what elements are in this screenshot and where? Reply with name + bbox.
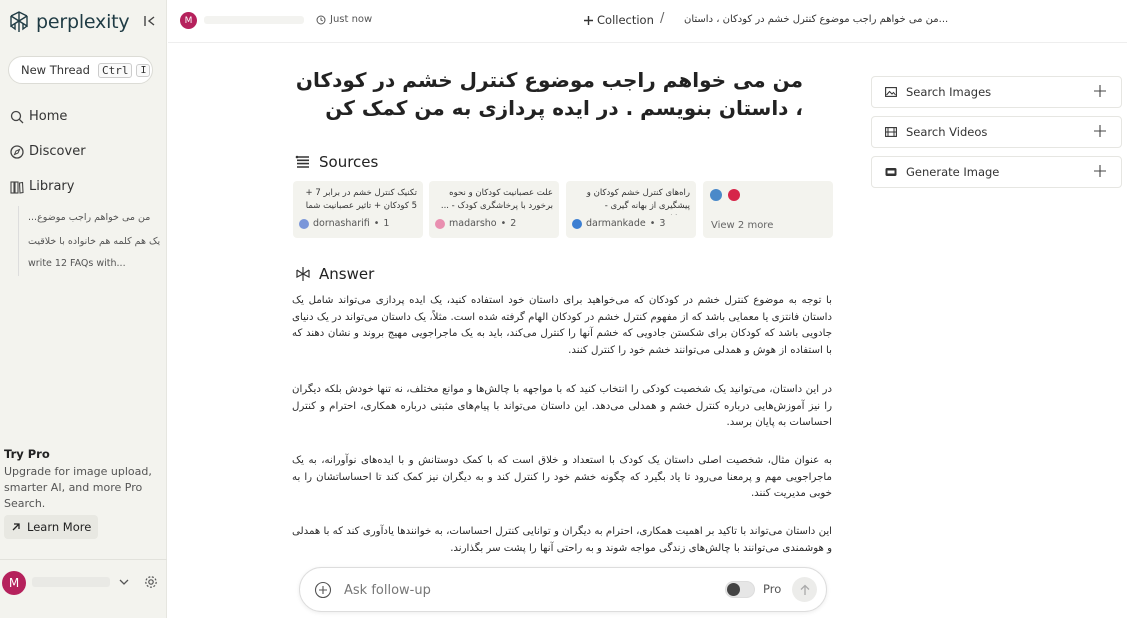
new-thread-button[interactable] — [8, 56, 153, 84]
source-index: 2 — [510, 218, 517, 229]
timestamp — [316, 14, 372, 25]
source-dot: • — [500, 218, 507, 229]
chevron-down-icon[interactable] — [118, 576, 130, 588]
source-card[interactable] — [566, 181, 696, 238]
username-redacted — [32, 577, 110, 587]
toggle-knob — [727, 583, 740, 596]
source-meta — [299, 218, 389, 229]
generate-image-label: Generate Image — [906, 165, 1000, 179]
arrow-up-icon — [799, 584, 811, 596]
thread-header — [168, 0, 1127, 43]
source-card[interactable] — [429, 181, 559, 238]
shortcut-key-ctrl: Ctrl — [98, 63, 133, 78]
pro-label: Pro — [763, 582, 782, 596]
library-thread-item[interactable]: یک هم کلمه هم خانواده با خلاقیت — [28, 236, 161, 247]
view-more-label: View 2 more — [711, 220, 774, 231]
followup-input[interactable] — [344, 580, 644, 600]
source-domain: dornasharifi — [313, 218, 370, 229]
sidebar-item-library[interactable] — [10, 179, 74, 194]
image-icon — [885, 86, 897, 98]
sidebar-item-label: Library — [29, 179, 75, 194]
source-card[interactable] — [293, 181, 423, 238]
search-icon — [10, 110, 24, 124]
library-icon — [10, 180, 24, 194]
add-to-collection-button[interactable] — [583, 13, 654, 27]
source-index: 3 — [659, 218, 666, 229]
logo[interactable] — [8, 10, 129, 34]
breadcrumb-separator: / — [660, 11, 665, 26]
perplexity-logo-icon — [295, 266, 311, 282]
collection-label: Collection — [597, 13, 654, 27]
collapse-sidebar-icon[interactable] — [143, 14, 157, 28]
search-videos-label: Search Videos — [906, 125, 988, 139]
gear-icon[interactable] — [144, 575, 158, 589]
site-favicon-icon — [572, 219, 582, 229]
source-index: 1 — [383, 218, 390, 229]
sources-heading — [295, 153, 378, 171]
attach-plus-icon[interactable] — [314, 581, 332, 599]
source-dot: • — [649, 218, 656, 229]
site-favicon-icon — [299, 219, 309, 229]
arrow-up-right-icon — [11, 522, 21, 532]
sources-list-icon — [295, 154, 311, 170]
sidebar-item-label: Discover — [29, 144, 86, 159]
shortcut-key-i: I — [136, 64, 150, 77]
answer-heading — [295, 265, 374, 283]
sources-heading-text: Sources — [319, 153, 379, 171]
source-meta — [572, 218, 665, 229]
sidebar-divider — [0, 559, 167, 560]
source-meta — [435, 218, 516, 229]
try-pro-title: Try Pro — [4, 447, 50, 461]
library-thread-item[interactable]: ...من می خواهم راجب موضوع — [28, 212, 151, 223]
plus-icon — [1093, 164, 1107, 178]
sidebar — [0, 0, 167, 618]
pro-toggle[interactable] — [725, 581, 755, 598]
search-images-button[interactable] — [871, 76, 1122, 108]
source-title: تکنیک کنترل خشم در برابر 7 + 5 کودکان + تاثیر عصبانیت شما — [305, 188, 417, 211]
perplexity-logo-icon — [8, 10, 30, 34]
source-title: علت عصبانیت کودکان و نحوه برخورد با پرخاشگری کودک - ... — [440, 188, 553, 211]
search-videos-button[interactable] — [871, 116, 1122, 148]
answer-paragraph: این داستان می‌تواند با تاکید بر اهمیت همکاری، احترام به دیگران و توانایی کنترل احساسات، به خوانندها یادآوری کند که با همدلی و هوشمندی می‌توانند با چالش‌های زندگی مواجه شوند و به راحتی آنها را پشت سر بگذارند. — [292, 526, 832, 554]
question-title: من می خواهم راجب موضوع کنترل خشم در کودکان ، داستان بنویسم . در ایده پردازی به من کمک کن — [295, 68, 803, 120]
sidebar-item-home[interactable] — [10, 109, 67, 124]
learn-more-button[interactable] — [4, 515, 98, 539]
pro-badge-icon — [885, 166, 897, 178]
answer-paragraph: با توجه به موضوع کنترل خشم در کودکان که می‌خواهید برای داستان خود استفاده کنید، یک ایده پردازی می‌تواند شامل یک داستان فانتزی یا معمایی باشد که از مفهوم کنترل خشم در کودکان الهام گرفته شده است. مثلاً، یک داستان می‌تواند در یک دنیای جادویی باشد که کودکان برای شکستن جادویی که خشم آنها را کنترل می‌کند، باید به یک ماجراجویی مهیج بروند و نشان دهند که با استفاده از هوش و همدلی می‌توانند خشم خود را کنترل کنند. — [292, 295, 832, 356]
plus-icon — [1093, 124, 1107, 138]
answer-paragraph: در این داستان، می‌توانید یک شخصیت کودکی را انتخاب کنید که با مواجهه با چالش‌ها و موانع مختلف، نه تنها خودش بلکه دیگران را نیز آموزش‌هایی درباره کنترل خشم و همدلی می‌دهد. این داستان می‌تواند با پیام‌های مثبتی درباره همکاری، احترام و کنترل احساسات به پایان برسد. — [292, 384, 832, 428]
answer-heading-text: Answer — [319, 265, 375, 283]
new-thread-label: New Thread — [21, 63, 90, 77]
learn-more-label: Learn More — [27, 520, 92, 534]
avatar[interactable]: M — [2, 571, 26, 595]
thread-title: ...من می خواهم راجب موضوع کنترل خشم در کودکان ، داستان — [684, 14, 949, 25]
sidebar-item-discover[interactable] — [10, 144, 86, 159]
view-more-sources-card[interactable] — [703, 181, 833, 238]
try-pro-description: Upgrade for image upload, smarter AI, and more Pro Search. — [4, 465, 152, 510]
compass-icon — [10, 145, 24, 159]
site-favicon-icon — [710, 189, 722, 201]
search-images-label: Search Images — [906, 85, 992, 99]
site-favicon-icon — [728, 189, 740, 201]
generate-image-button[interactable] — [871, 156, 1122, 188]
library-thread-item[interactable]: write 12 FAQs with... — [28, 258, 126, 269]
source-dot: • — [373, 218, 380, 229]
logo-text: perplexity — [36, 11, 130, 33]
source-domain: darmankade — [586, 218, 646, 229]
plus-icon — [583, 15, 594, 26]
video-icon — [885, 126, 897, 138]
followup-bar — [299, 567, 827, 612]
library-threads-divider — [18, 206, 19, 276]
avatar[interactable]: M — [180, 12, 197, 29]
source-domain: madarsho — [449, 218, 497, 229]
site-favicon-icon — [435, 219, 445, 229]
send-button[interactable] — [792, 577, 817, 602]
source-title: راه‌های کنترل خشم کودکان و پیشگیری از بهانه گیری - — [586, 188, 690, 211]
username-redacted — [204, 16, 304, 24]
plus-icon — [1093, 84, 1107, 98]
sidebar-item-label: Home — [29, 109, 68, 124]
answer-paragraph: به عنوان مثال، شخصیت اصلی داستان یک کودک با استعداد و خلاق است که با کمک دوستانش و با ایده‌های نوآورانه، به یک ماجراجویی مهم و پرمعنا می‌رود تا یاد بگیرد که چگونه خشم خود را کنترل کند و به دیگران نیز کمک کند تا احساساتشان را به خوبی مدیریت کنند. — [292, 455, 832, 499]
timestamp-text: Just now — [330, 14, 373, 25]
clock-icon — [316, 15, 326, 25]
